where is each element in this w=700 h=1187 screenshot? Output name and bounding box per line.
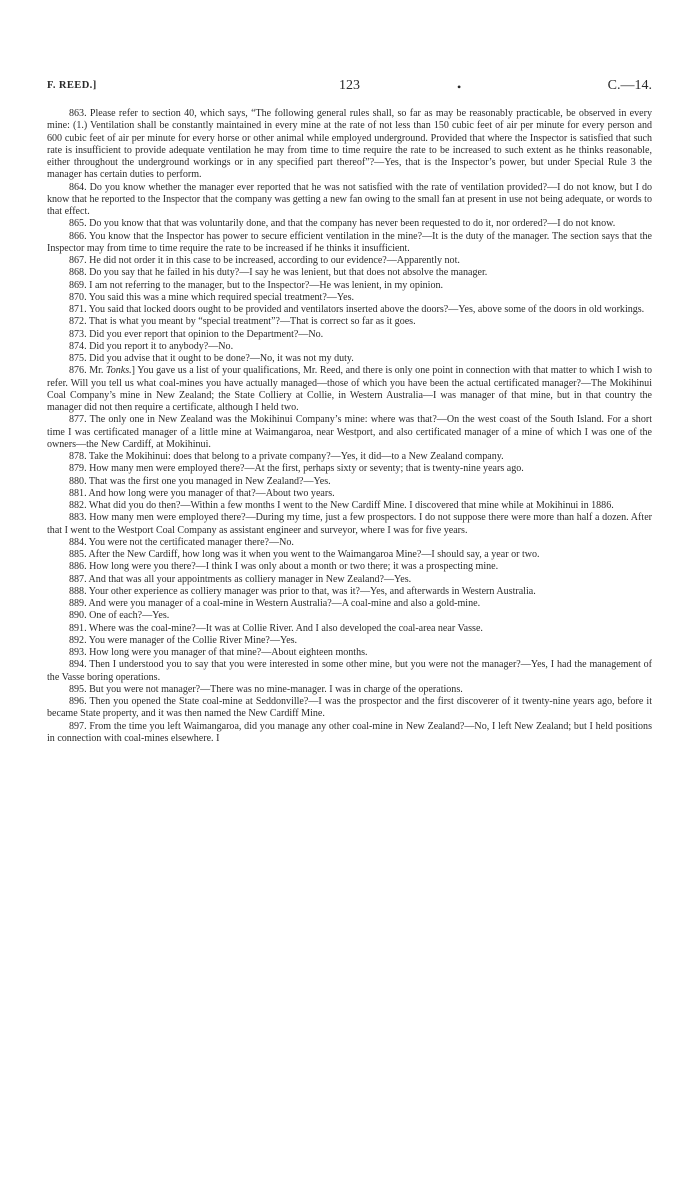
paragraph-896: 896. Then you opened the State coal-mine at Seddonville?—I was the prospector and the first discoverer of it twenty-nine years ago, before it became State property, and it was then named the New Cardiff Mine. bbox=[47, 696, 652, 720]
paragraph-892: 892. You were manager of the Collie River Mine?—Yes. bbox=[69, 634, 298, 646]
paragraph-887: 887. And that was all your appointments as colliery manager in New Zealand?—Yes. bbox=[69, 573, 412, 585]
paragraph-886: 886. How long were you there?—I think I was only about a month or two there; it was a prospecting mine. bbox=[69, 561, 499, 573]
paragraph-876: 876. Mr. Tonks.] You gave us a list of your qualifications, Mr. Reed, and there is only one point in connection with that matter to which I wish to refer. Will you tell us what coal-mines you have actually managed—those of which you have been the actual certificated manager?—The Mokihinui Coal Company’s mine in New Zealand; the State Colliery at Collie, in Western Australia—I was manager of that mine, but in that country the manager did not then require a certificate, although I held two. bbox=[47, 365, 653, 413]
paragraph-889: 889. And were you manager of a coal-mine in Western Australia?—A coal-mine and also a gold-mine. bbox=[69, 598, 481, 609]
paragraph-881: 881. And how long were you manager of that?—About two years. bbox=[69, 487, 335, 499]
paragraph-885: 885. After the New Cardiff, how long was it when you went to the Waimangaroa Mine?—I should say, a year or two. bbox=[69, 549, 540, 560]
paragraph-895: 895. But you were not manager?—There was no mine-manager. I was in charge of the operations. bbox=[69, 683, 463, 695]
paragraph-866: 866. You know that the Inspector has power to secure efficient ventilation in the mine?—It is the duty of the manager. The section says that the Inspector may from time to time require the rate to be increased if he thinks it insufficient. bbox=[47, 230, 652, 254]
paragraph-891: 891. Where was the coal-mine?—It was at Collie River. And I also developed the coal-area near Vasse. bbox=[69, 622, 483, 634]
paragraph-884: 884. You were not the certificated manager there?—No. bbox=[69, 536, 294, 548]
paragraph-874: 874. Did you report it to anybody?—No. bbox=[69, 340, 234, 352]
paragraph-888: 888. Your other experience as colliery manager was prior to that, was it?—Yes, and afterwards in Western Australia. bbox=[69, 585, 536, 597]
paragraph-872: 872. That is what you meant by “special treatment”?—That is correct so far as it goes. bbox=[69, 316, 416, 328]
page-header bbox=[47, 78, 652, 98]
paragraph-894: 894. Then I understood you to say that you were interested in some other mine, but you were not the manager?—Yes, I had the management of the Vasse boring operations. bbox=[47, 659, 652, 683]
paragraph-877: 877. The only one in New Zealand was the Mokihinui Company’s mine: where was that?—On the west coast of the South Island. For a short time I was certificated manager of a little mine at Waimangaroa, near Westport, and also certificated manager of a mine of which I was one of the owners—the New Cardiff, at Mokihinui. bbox=[47, 414, 652, 450]
paragraph-890: 890. One of each?—Yes. bbox=[69, 610, 170, 622]
paragraph-863: 863. Please refer to section 40, which says, “The following general rules shall, so far as may be reasonably practicable, be observed in every mine: (1.) Ventilation shall be constantly maintained in every mine at the rate of not less than 150 cubic feet of air per minute for every person and 600 cubic feet of air per minute for every horse or other animal while employed underground. Provided that where the Inspector is satisfied that such rate is insufficient to provide adequate ventilation he may from time to time require the rate to be increased to such extent as he thinks reasonable, either throughout the underground workings or in any specified part thereof”?—Yes, that is the Inspector’s power, but under Special Rule 3 the manager has certain duties to perform. bbox=[47, 108, 652, 181]
witness-name: F. REED.] bbox=[47, 80, 97, 91]
paragraph-867: 867. He did not order it in this case to be increased, according to our evidence?—Apparently not. bbox=[69, 255, 460, 266]
paragraph-868: 868. Do you say that he failed in his duty?—I say he was lenient, but that does not absolve the manager. bbox=[69, 267, 488, 279]
speaker-name: Tonks. bbox=[106, 365, 132, 377]
testimony-body bbox=[47, 108, 652, 745]
document-reference: C.—14. bbox=[607, 78, 652, 93]
paragraph-865: 865. Do you know that that was voluntarily done, and that the company has never been requested to do it, nor ordered?—I do not know. bbox=[69, 218, 616, 230]
page-number: 123 bbox=[339, 78, 360, 93]
bullet-mark: • bbox=[457, 80, 462, 94]
paragraph-870: 870. You said this was a mine which required special treatment?—Yes. bbox=[69, 291, 354, 303]
paragraph-873: 873. Did you ever report that opinion to the Department?—No. bbox=[69, 328, 324, 340]
paragraph-893: 893. How long were you manager of that mine?—About eighteen months. bbox=[69, 647, 368, 658]
paragraph-880: 880. That was the first one you managed in New Zealand?—Yes. bbox=[69, 475, 331, 487]
paragraph-883: 883. How many men were employed there?—During my time, just a few prospectors. I do not suppose there were more than half a dozen. After that I went to the Westport Coal Company as assistant engineer and surveyor, where I was for five years. bbox=[47, 512, 652, 536]
paragraph-871: 871. You said that locked doors ought to be provided and ventilators inserted above the doors?—Yes, above some of the doors in old workings. bbox=[69, 304, 645, 315]
paragraph-878: 878. Take the Mokihinui: does that belong to a private company?—Yes, it did—to a New Zealand company. bbox=[69, 451, 504, 462]
paragraph-869: 869. I am not referring to the manager, but to the Inspector?—He was lenient, in my opinion. bbox=[69, 279, 444, 291]
paragraph-897: 897. From the time you left Waimangaroa, did you manage any other coal-mine in New Zealand?—No, I left New Zealand; but I held positions in connection with coal-mines elsewhere. I bbox=[47, 720, 652, 744]
paragraph-879: 879. How many men were employed there?—At the first, perhaps sixty or seventy; that is twenty-nine years ago. bbox=[69, 463, 524, 475]
paragraph-882: 882. What did you do then?—Within a few months I went to the New Cardiff Mine. I discovered that mine while at Mokihinui in 1886. bbox=[69, 500, 614, 511]
paragraph-875: 875. Did you advise that it ought to be done?—No, it was not my duty. bbox=[69, 353, 354, 364]
paragraph-864: 864. Do you know whether the manager ever reported that he was not satisfied with the rate of ventilation provided?—I do not know, but I do know that he reported to the Inspector that the company was getting a new fan owing to the small fan at present in use not being adequate, or words to that effect. bbox=[47, 181, 652, 217]
